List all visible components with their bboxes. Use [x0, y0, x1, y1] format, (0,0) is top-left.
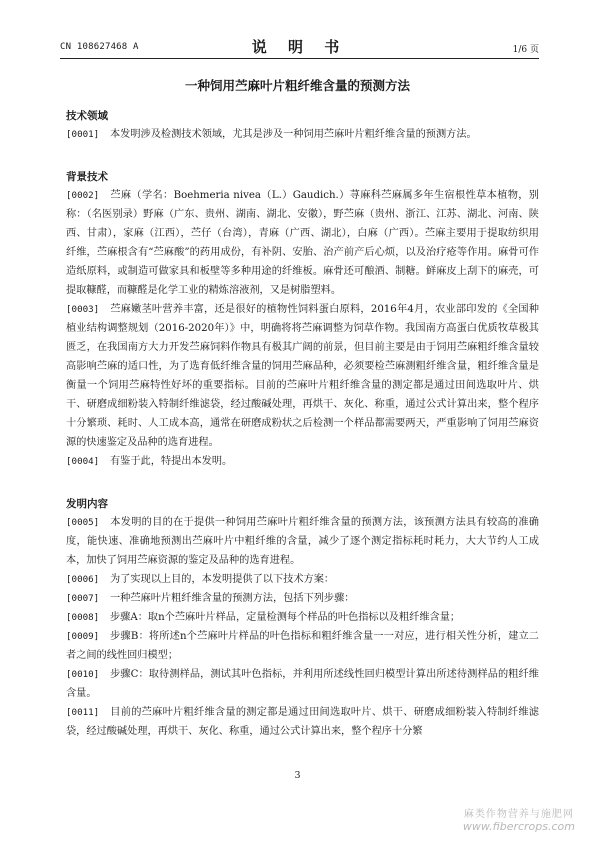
paragraph-number: [0009]	[66, 631, 100, 642]
paragraph	[66, 608, 539, 627]
page-indicator: 1/6 页	[512, 45, 539, 55]
publication-number: CN 108627468 A	[60, 42, 139, 52]
paragraph-text: 苎麻嫩茎叶营养丰富，还是很好的植物性饲料蛋白原料，2016年4月，农业部印发的《全国种植业结构调整规划（2016-2020年）》中，明确将将苎麻调整为饲草作物。我国南方高蛋白优质牧草极其匮乏，在我国南方大力开发苎麻饲料作物具有极其广阔的前景，但目前主要是由于饲用苎麻粗纤维含量较高影响苎麻的适口性，为了选育低纤维含量的饲用苎麻品种，必须要检苎麻测粗纤维含量，粗纤维含量是衡量一个饲用苎麻特性好坏的重要指标。目前的苎麻叶片粗纤维含量的测定都是通过田间选取叶片、烘干、研磨成细粉装入特制纤维滤袋，经过酸碱处理，再烘干、灰化、称重，通过公式计算出来，整个程序十分繁琐、耗时、人工成本高，通常在研磨成粉状之后检测一个样品都需要两天，严重影响了饲用苎麻资源的快速鉴定及品种的选育进程。	[66, 304, 539, 448]
paragraph-number: [0004]	[66, 456, 100, 467]
paragraph-number: [0008]	[66, 612, 100, 623]
paragraph	[66, 665, 539, 703]
site-watermark	[463, 805, 575, 833]
paragraph-number: [0005]	[66, 517, 100, 528]
paragraph-text: 有鉴于此，特提出本发明。	[110, 456, 233, 467]
section-heading-background: 背景技术	[66, 171, 108, 183]
paragraph-text: 步骤C：取待测样品，测试其叶色指标，并利用所述线性回归模型计算出所述待测样品的粗纤维含量。	[66, 669, 539, 699]
paragraph	[66, 703, 539, 741]
invention-title: 一种饲用苎麻叶片粗纤维含量的预测方法	[184, 78, 410, 93]
paragraph-text: 目前的苎麻叶片粗纤维含量的测定都是通过田间选取叶片、烘干、研磨成细粉装入特制纤维滤袋，经过酸碱处理，再烘干、灰化、称重，通过公式计算出来，整个程序十分繁	[66, 707, 539, 737]
paragraph	[66, 125, 539, 144]
paragraph	[66, 186, 539, 300]
paragraph-text: 为了实现以上目的，本发明提供了以下技术方案：	[110, 574, 335, 585]
paragraph-number: [0011]	[66, 707, 100, 718]
section-heading-summary: 发明内容	[66, 498, 108, 510]
page-header	[60, 36, 539, 59]
page-number: 3	[294, 770, 301, 781]
watermark-url: www.fibercrops.com	[462, 820, 575, 833]
paragraph-text: 本发明的目的在于提供一种饲用苎麻叶片粗纤维含量的预测方法，该预测方法具有较高的准确度，能快速、准确地预测出苎麻叶片中粗纤维的含量，减少了逐个测定指标耗时耗力，大大节约人工成本，加快了饲用苎麻资源的鉴定及品种的选育进程。	[66, 517, 539, 566]
document-type-title: 说 明 书	[251, 38, 348, 56]
paragraph-number: [0003]	[66, 304, 100, 315]
paragraph-number: [0001]	[66, 129, 100, 140]
watermark-site-name: 麻类作物营养与施肥网	[463, 809, 574, 820]
paragraph	[66, 589, 539, 608]
paragraph-text: 一种苎麻叶片粗纤维含量的预测方法，包括下列步骤：	[110, 593, 355, 604]
paragraph-text: 步骤A：取n个苎麻叶片样品，定量检测每个样品的叶色指标以及粗纤维含量；	[110, 612, 461, 623]
paragraph-number: [0002]	[66, 190, 100, 201]
paragraph	[66, 452, 539, 471]
paragraph-number: [0007]	[66, 593, 100, 604]
paragraph-text: 步骤B：将所述n个苎麻叶片样品的叶色指标和粗纤维含量一一对应，进行相关性分析，建立二者之间的线性回归模型；	[66, 631, 539, 661]
paragraph	[66, 570, 539, 589]
paragraph	[66, 300, 539, 452]
paragraph-text: 苎麻（学名：Boehmeria nivea（L.）Gaudich.）荨麻科苎麻属多年生宿根性草本植物，别称：（名医别录）野麻（广东、贵州、湖南、湖北、安徽），野苎麻（贵州、浙江、江苏、湖北、河南、陕西、甘肃），家麻（江西），苎仔（台湾），青麻（广西、湖北），白麻（广西）。苎麻主要用于提取纺织用纤维，苎麻根含有“苎麻酸”的药用成份，有补阴、安胎、治产前产后心烦，以及治疗疮等作用。麻骨可作造纸原料，或制造可做家具和板壁等多种用途的纤维板。麻骨还可酿酒、制糖。鲜麻皮上刮下的麻壳，可提取糠醛，而糠醛是化学工业的精炼溶液剂，又是树脂塑料。	[66, 190, 539, 296]
paragraph	[66, 627, 539, 665]
section-heading-technical-field: 技术领域	[66, 110, 108, 122]
paragraph	[66, 513, 539, 570]
paragraph-number: [0010]	[66, 669, 100, 680]
paragraph-text: 本发明涉及检测技术领域，尤其是涉及一种饲用苎麻叶片粗纤维含量的预测方法。	[110, 129, 477, 140]
description-body	[66, 108, 539, 741]
paragraph-number: [0006]	[66, 574, 100, 585]
